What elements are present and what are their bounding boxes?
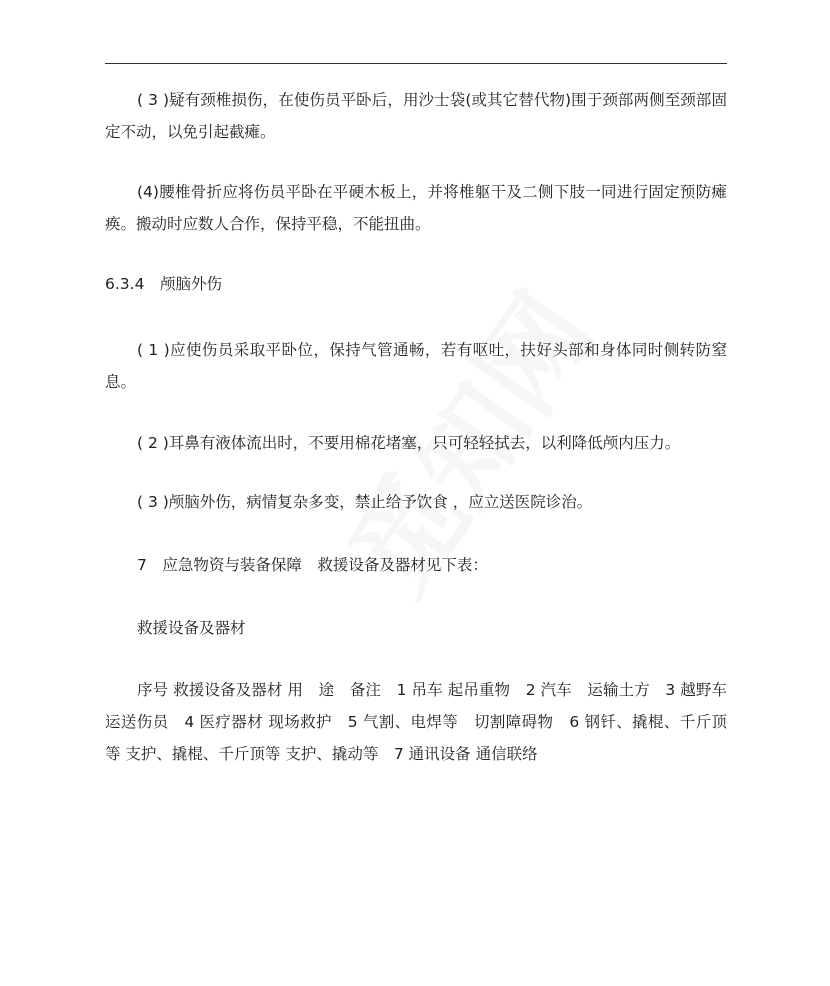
header-rule bbox=[105, 63, 727, 64]
paragraph-equipment-list: 序号 救援设备及器材 用 途 备注 1 吊车 起吊重物 2 汽车 运输土方 3 越野车 运送伤员 4 医疗器材 现场救护 5 气割、电焊等 切割障碍物 6 钢钎、撬棍、千斤顶等 支护、撬棍、千斤顶等 支护、撬动等 7 通讯设备 通信联络 bbox=[105, 681, 727, 763]
section-heading-head-injury: 6.3.4 颅脑外伤 bbox=[105, 275, 222, 293]
paragraph-cervical-injury: ( 3 )疑有颈椎损伤，在使伤员平卧后，用沙士袋(或其它替代物)围于颈部两侧至颈部固定不动，以免引起截瘫。 bbox=[105, 91, 727, 141]
paragraph-head-injury-2: ( 2 )耳鼻有液体流出时，不要用棉花堵塞，只可轻轻拭去，以利降低颅内压力。 bbox=[137, 434, 681, 452]
paragraph-lumbar-fracture: (4)腰椎骨折应将伤员平卧在平硬木板上，并将椎躯干及二侧下肢一同进行固定预防瘫痪。搬动时应数人合作，保持平稳，不能扭曲。 bbox=[105, 183, 727, 233]
paragraph-head-injury-3: ( 3 )颅脑外伤，病情复杂多变，禁止给予饮食 ，应立送医院诊治。 bbox=[137, 493, 593, 511]
subheading-equipment: 救援设备及器材 bbox=[137, 619, 246, 637]
section-heading-supplies: 7 应急物资与装备保障 救援设备及器材见下表： bbox=[137, 556, 488, 574]
paragraph-head-injury-1: ( 1 )应使伤员采取平卧位，保持气管通畅，若有呕吐，扶好头部和身体同时侧转防窒息。 bbox=[105, 341, 727, 391]
